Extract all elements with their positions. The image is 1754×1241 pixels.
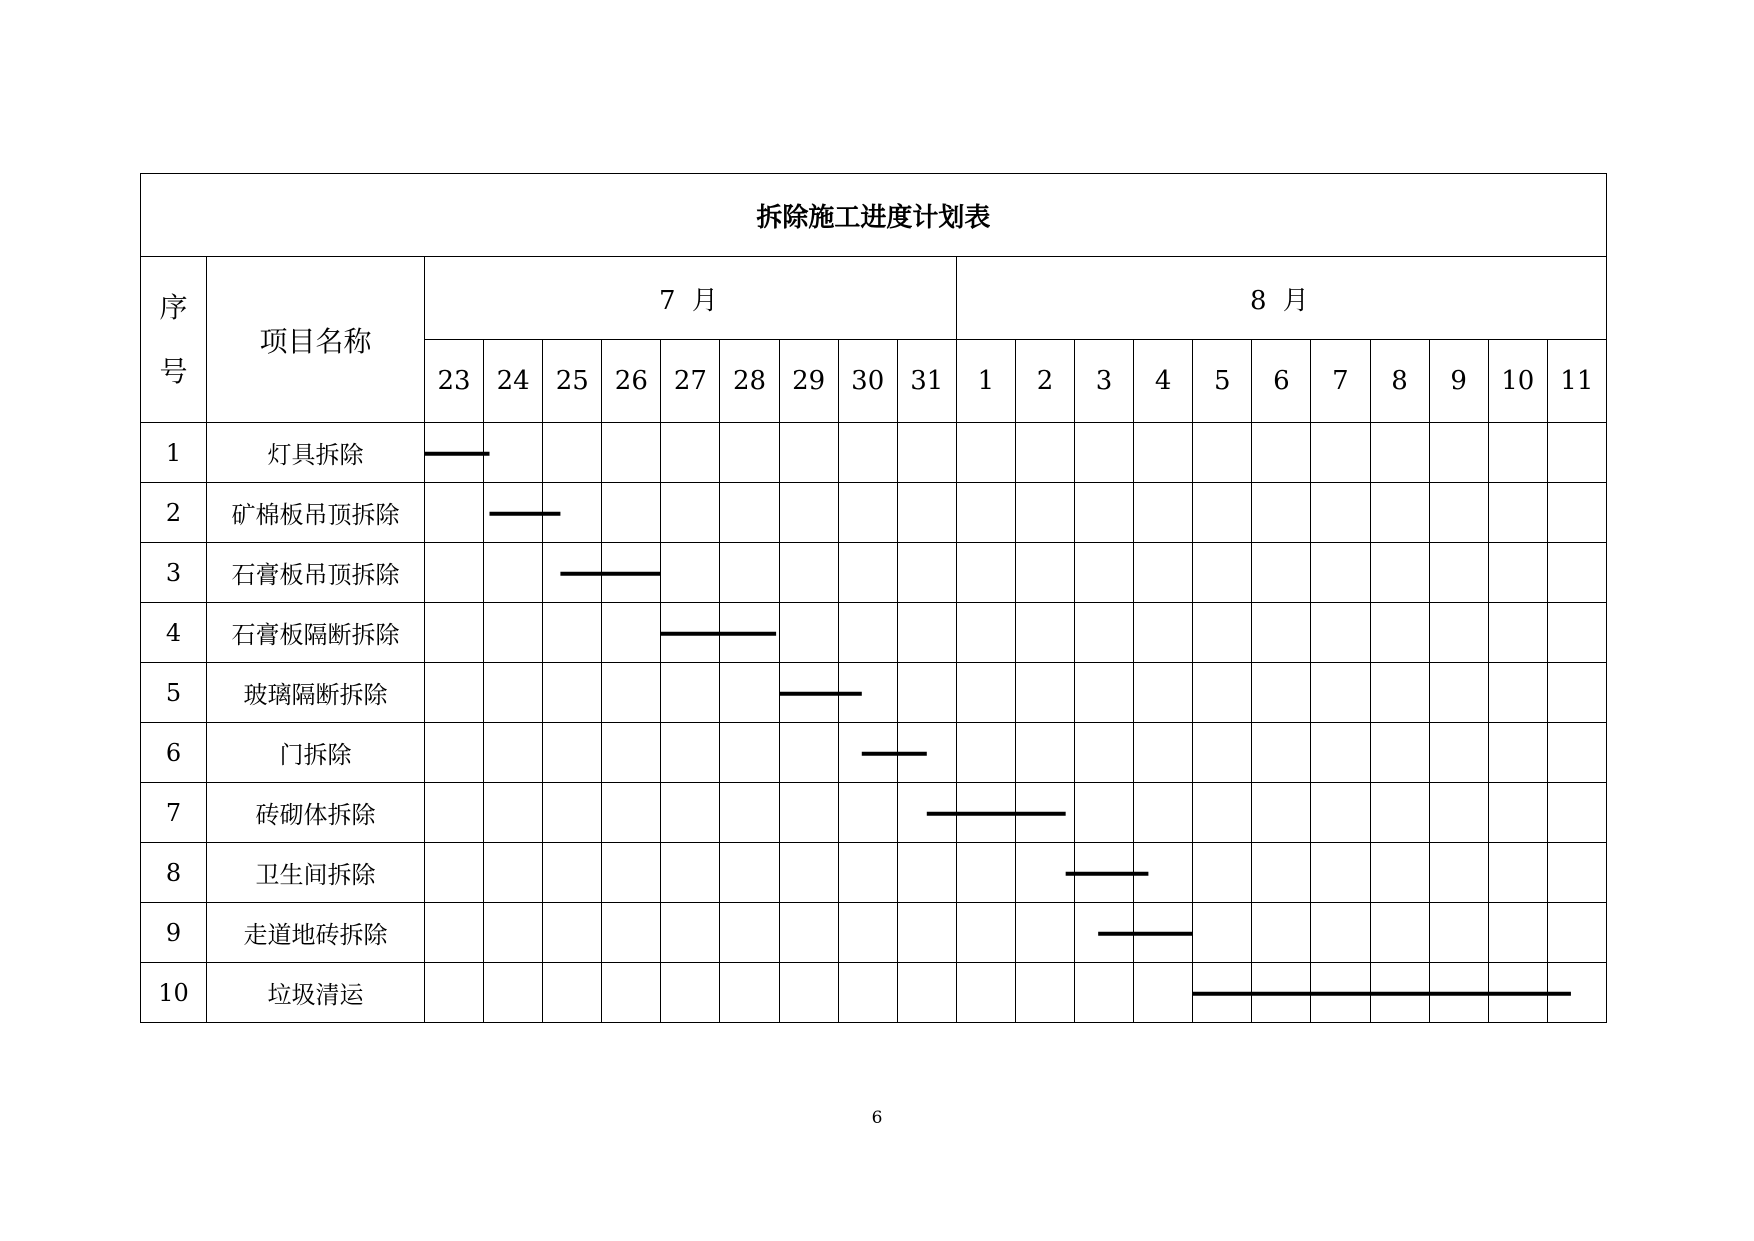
day-cell [1134,963,1193,1023]
day-cell [1193,963,1252,1023]
day-cell [1547,843,1606,903]
day-cell [1547,483,1606,543]
day-header: 4 [1134,340,1193,423]
month-header: 7 月 [425,257,957,340]
seq-header-char: 号 [159,354,188,388]
day-cell [1252,423,1311,483]
row-task-name: 石膏板吊顶拆除 [207,543,425,603]
day-cell [661,663,720,723]
day-cell [1252,663,1311,723]
table-row [141,603,1607,663]
day-cell [897,603,956,663]
day-cell [1193,663,1252,723]
table-row [141,543,1607,603]
day-cell [661,483,720,543]
day-cell [779,663,838,723]
day-cell [1015,483,1074,543]
day-cell [897,843,956,903]
day-cell [838,843,897,903]
day-cell [720,603,779,663]
row-seq: 10 [141,963,207,1023]
day-cell [720,903,779,963]
day-cell [602,543,661,603]
day-cell [897,783,956,843]
table-row [141,963,1607,1023]
day-header: 1 [956,340,1015,423]
day-cell [779,783,838,843]
day-cell [1252,723,1311,783]
day-header: 2 [1015,340,1074,423]
day-cell [1429,603,1488,663]
day-cell [484,543,543,603]
day-cell [1075,843,1134,903]
day-cell [779,483,838,543]
day-cell [1370,663,1429,723]
day-cell [1429,903,1488,963]
day-cell [1252,903,1311,963]
day-cell [1370,423,1429,483]
row-task-name: 矿棉板吊顶拆除 [207,483,425,543]
day-cell [1015,663,1074,723]
day-cell [1015,723,1074,783]
day-cell [602,483,661,543]
day-cell [543,423,602,483]
day-cell [602,723,661,783]
day-cell [1311,903,1370,963]
day-cell [1134,603,1193,663]
day-cell [1547,603,1606,663]
day-cell [543,483,602,543]
day-cell [779,903,838,963]
day-cell [1193,843,1252,903]
day-cell [1429,483,1488,543]
day-cell [1488,783,1547,843]
day-cell [484,483,543,543]
day-cell [1488,603,1547,663]
month-header: 8 月 [956,257,1606,340]
day-cell [1488,963,1547,1023]
day-cell [897,663,956,723]
day-cell [425,723,484,783]
table-row [141,483,1607,543]
day-cell [838,543,897,603]
day-header: 3 [1075,340,1134,423]
day-cell [1488,483,1547,543]
day-header: 28 [720,340,779,423]
day-cell [1193,423,1252,483]
day-cell [484,423,543,483]
day-cell [1075,903,1134,963]
day-cell [1488,423,1547,483]
day-cell [661,843,720,903]
day-cell [897,483,956,543]
day-cell [1193,603,1252,663]
day-cell [1429,843,1488,903]
day-cell [602,903,661,963]
day-cell [1370,603,1429,663]
day-cell [425,663,484,723]
day-cell [1488,543,1547,603]
row-seq: 1 [141,423,207,483]
row-seq: 7 [141,783,207,843]
day-cell [1134,423,1193,483]
day-cell [602,843,661,903]
page-number: 6 [871,1108,883,1128]
day-cell [661,543,720,603]
day-cell [838,603,897,663]
day-cell [1015,423,1074,483]
day-cell [1488,663,1547,723]
day-cell [1134,783,1193,843]
day-cell [1370,963,1429,1023]
day-cell [1311,783,1370,843]
day-header: 26 [602,340,661,423]
day-cell [720,543,779,603]
day-cell [720,423,779,483]
day-cell [1547,423,1606,483]
day-cell [1075,483,1134,543]
day-cell [956,963,1015,1023]
day-cell [956,903,1015,963]
day-cell [425,603,484,663]
day-cell [956,423,1015,483]
day-header: 9 [1429,340,1488,423]
row-task-name: 灯具拆除 [207,423,425,483]
table-row [141,423,1607,483]
table-row [141,663,1607,723]
day-cell [1370,723,1429,783]
day-header: 10 [1488,340,1547,423]
day-cell [897,963,956,1023]
day-cell [1193,543,1252,603]
day-cell [425,783,484,843]
day-header: 6 [1252,340,1311,423]
day-header: 31 [897,340,956,423]
day-cell [661,783,720,843]
day-cell [484,903,543,963]
row-task-name: 石膏板隔断拆除 [207,603,425,663]
table-row [141,783,1607,843]
day-cell [1134,663,1193,723]
day-cell [1193,723,1252,783]
day-cell [720,723,779,783]
day-cell [838,963,897,1023]
day-cell [543,843,602,903]
day-cell [1075,963,1134,1023]
day-cell [1075,423,1134,483]
day-cell [661,963,720,1023]
day-cell [1134,723,1193,783]
day-cell [602,663,661,723]
day-cell [1075,783,1134,843]
day-cell [1015,963,1074,1023]
day-cell [1134,843,1193,903]
day-cell [1429,723,1488,783]
day-cell [720,783,779,843]
day-cell [425,963,484,1023]
day-cell [1015,903,1074,963]
day-cell [838,423,897,483]
day-cell [956,783,1015,843]
day-cell [484,663,543,723]
day-cell [1252,543,1311,603]
day-cell [779,723,838,783]
day-cell [956,843,1015,903]
row-task-name: 砖砌体拆除 [207,783,425,843]
day-cell [1370,483,1429,543]
day-cell [1429,783,1488,843]
row-seq: 6 [141,723,207,783]
day-cell [661,723,720,783]
day-cell [838,783,897,843]
day-cell [1429,423,1488,483]
day-cell [1252,603,1311,663]
day-cell [602,963,661,1023]
day-cell [720,663,779,723]
row-task-name: 走道地砖拆除 [207,903,425,963]
day-cell [1311,543,1370,603]
day-cell [543,603,602,663]
day-cell [1015,843,1074,903]
day-cell [1370,903,1429,963]
schedule-table [140,173,1607,1023]
row-seq: 8 [141,843,207,903]
day-cell [1015,783,1074,843]
day-cell [425,423,484,483]
day-cell [1547,723,1606,783]
day-cell [1311,723,1370,783]
row-task-name: 垃圾清运 [207,963,425,1023]
seq-header [141,257,207,423]
day-cell [838,903,897,963]
day-cell [543,963,602,1023]
day-header: 27 [661,340,720,423]
day-cell [425,903,484,963]
day-cell [1488,903,1547,963]
day-cell [1370,843,1429,903]
day-cell [661,423,720,483]
day-cell [1252,783,1311,843]
day-header: 23 [425,340,484,423]
day-header: 11 [1547,340,1606,423]
name-header: 项目名称 [207,257,425,423]
day-cell [543,783,602,843]
day-cell [1488,723,1547,783]
day-cell [425,843,484,903]
seq-header-char: 序 [159,290,188,324]
day-cell [484,603,543,663]
table-title: 拆除施工进度计划表 [141,174,1607,257]
day-cell [1488,843,1547,903]
day-cell [1193,903,1252,963]
day-cell [484,843,543,903]
day-cell [956,663,1015,723]
day-header: 24 [484,340,543,423]
day-cell [1547,963,1606,1023]
day-cell [779,603,838,663]
day-cell [1075,603,1134,663]
day-cell [484,963,543,1023]
row-seq: 2 [141,483,207,543]
day-cell [956,543,1015,603]
day-cell [661,603,720,663]
day-cell [838,483,897,543]
day-cell [1252,483,1311,543]
day-cell [1311,663,1370,723]
day-cell [1311,423,1370,483]
day-cell [1075,723,1134,783]
day-cell [1311,483,1370,543]
row-task-name: 玻璃隔断拆除 [207,663,425,723]
day-cell [897,723,956,783]
row-task-name: 卫生间拆除 [207,843,425,903]
day-cell [543,723,602,783]
row-seq: 4 [141,603,207,663]
day-cell [779,543,838,603]
day-cell [1370,543,1429,603]
day-cell [956,483,1015,543]
day-cell [1429,663,1488,723]
day-cell [543,543,602,603]
day-header: 30 [838,340,897,423]
table-row [141,843,1607,903]
day-cell [1547,543,1606,603]
day-cell [425,483,484,543]
row-seq: 9 [141,903,207,963]
table-row [141,903,1607,963]
day-cell [484,783,543,843]
day-cell [956,603,1015,663]
day-cell [1075,543,1134,603]
day-header: 8 [1370,340,1429,423]
day-cell [1015,603,1074,663]
day-cell [956,723,1015,783]
day-cell [602,423,661,483]
day-cell [1547,663,1606,723]
day-cell [1134,483,1193,543]
day-cell [543,903,602,963]
day-cell [779,843,838,903]
day-cell [1429,963,1488,1023]
day-cell [1429,543,1488,603]
day-header: 25 [543,340,602,423]
day-cell [425,543,484,603]
day-cell [1134,903,1193,963]
row-task-name: 门拆除 [207,723,425,783]
day-cell [897,423,956,483]
day-cell [838,663,897,723]
day-cell [1252,963,1311,1023]
day-cell [1134,543,1193,603]
table-row [141,723,1607,783]
day-cell [1311,603,1370,663]
day-cell [897,903,956,963]
day-header: 5 [1193,340,1252,423]
row-seq: 5 [141,663,207,723]
day-cell [661,903,720,963]
day-cell [1547,903,1606,963]
day-cell [1252,843,1311,903]
day-cell [897,543,956,603]
day-cell [838,723,897,783]
day-cell [720,963,779,1023]
day-cell [1311,843,1370,903]
day-cell [1370,783,1429,843]
day-cell [1193,483,1252,543]
day-cell [1015,543,1074,603]
day-cell [779,423,838,483]
row-seq: 3 [141,543,207,603]
day-cell [779,963,838,1023]
day-cell [720,843,779,903]
day-cell [543,663,602,723]
day-cell [484,723,543,783]
day-cell [1193,783,1252,843]
day-cell [1075,663,1134,723]
day-cell [602,603,661,663]
day-cell [1547,783,1606,843]
day-header: 29 [779,340,838,423]
day-cell [602,783,661,843]
day-cell [720,483,779,543]
day-header: 7 [1311,340,1370,423]
day-cell [1311,963,1370,1023]
